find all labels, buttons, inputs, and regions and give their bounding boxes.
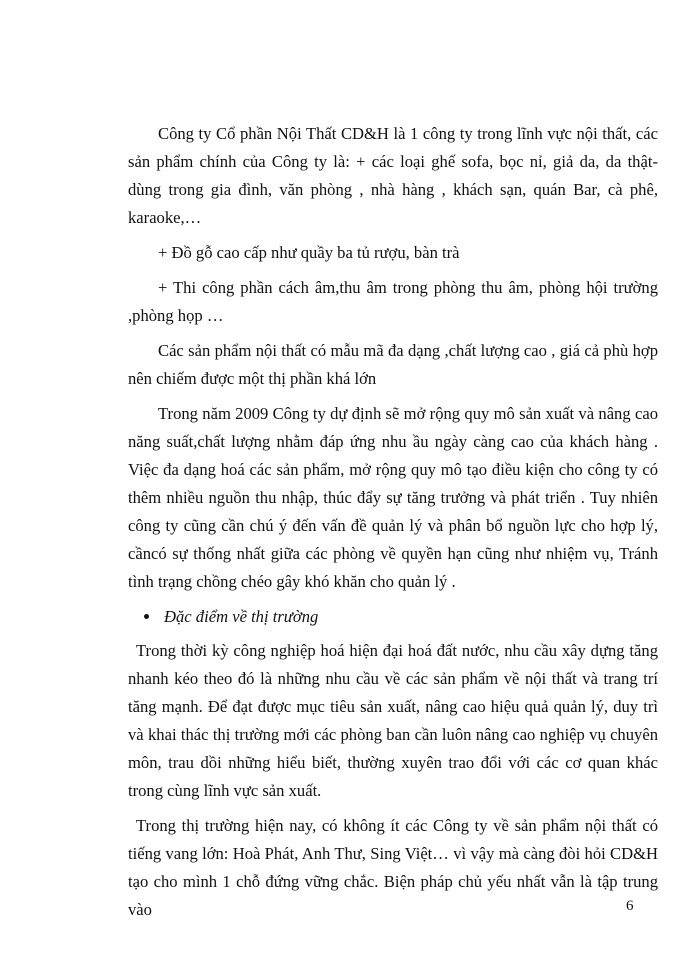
page-number: 6 (626, 898, 634, 914)
paragraph-acoustic-works: + Thi công phần cách âm,thu âm trong phòng thu âm, phòng hội trường ,phòng họp … (128, 278, 658, 325)
paragraph-product-variety: Các sản phẩm nội thất có mẫu mã đa dạng ,chất lượng cao , giá cả phù hợp nên chiếm được một thị phần khá lớn (128, 341, 658, 388)
paragraph-competitors: Trong thị trường hiện nay, có không ít các Công ty về sản phẩm nội thất có tiếng vang lớn: Hoà Phát, Anh Thư, Sing Việt… vì vậy mà càng đòi hỏi CD&H tạo cho mình 1 chỗ đứng vững chắc. Biện pháp chủ yếu nhất vẫn là tập trung vào (128, 816, 658, 919)
paragraph-2009-plans: Trong năm 2009 Công ty dự định sẽ mở rộng quy mô sản xuất và nâng cao năng suất,chất lượng nhằm đáp ứng nhu ầu ngày càng cao của khách hàng . Việc đa dạng hoá các sản phẩm, mở rộng quy mô tạo điều kiện cho công ty có thêm nhiều nguồn thu nhập, thúc đẩy sự tăng trưởng và phát triển . Tuy nhiên công ty cũng cần chú ý đến vấn đề quản lý và phân bổ nguồn lực cho hợp lý, cầncó sự thống nhất giữa các phòng về quyền hạn cũng như nhiệm vụ, Tránh tình trạng chồng chéo gây khó khăn cho quản lý . (128, 404, 658, 591)
document-body (128, 120, 658, 931)
bullet-heading-text: Đặc điểm về thị trường (164, 607, 319, 626)
bullet-heading-market (128, 603, 658, 631)
paragraph-market-demand: Trong thời kỳ công nghiệp hoá hiện đại hoá đất nước, nhu cầu xây dựng tăng nhanh kéo theo đó là những nhu cầu về các sản phẩm về nội thất và trang trí tăng mạnh. Để đạt được mục tiêu sản xuất, nâng cao hiệu quả quản lý, duy trì và khai thác thị trường mới các phòng ban cần luôn nâng cao nghiệp vụ chuyên môn, trau dồi những hiểu biết, thường xuyên trao đổi với các cơ quan khác trong cùng lĩnh vực sản xuất. (128, 641, 658, 800)
paragraph-wood-products: + Đồ gỗ cao cấp như quầy ba tủ rượu, bàn trà (158, 243, 460, 262)
paragraph-company-intro: Công ty Cổ phần Nội Thất CD&H là 1 công ty trong lĩnh vực nội thất, các sản phẩm chính của Công ty là: + các loại ghế sofa, bọc nỉ, giả da, da thật- dùng trong gia đình, văn phòng , nhà hàng , khách sạn, quán Bar, cà phê, karaoke,… (128, 124, 658, 227)
bullet-dot-icon (144, 614, 149, 619)
